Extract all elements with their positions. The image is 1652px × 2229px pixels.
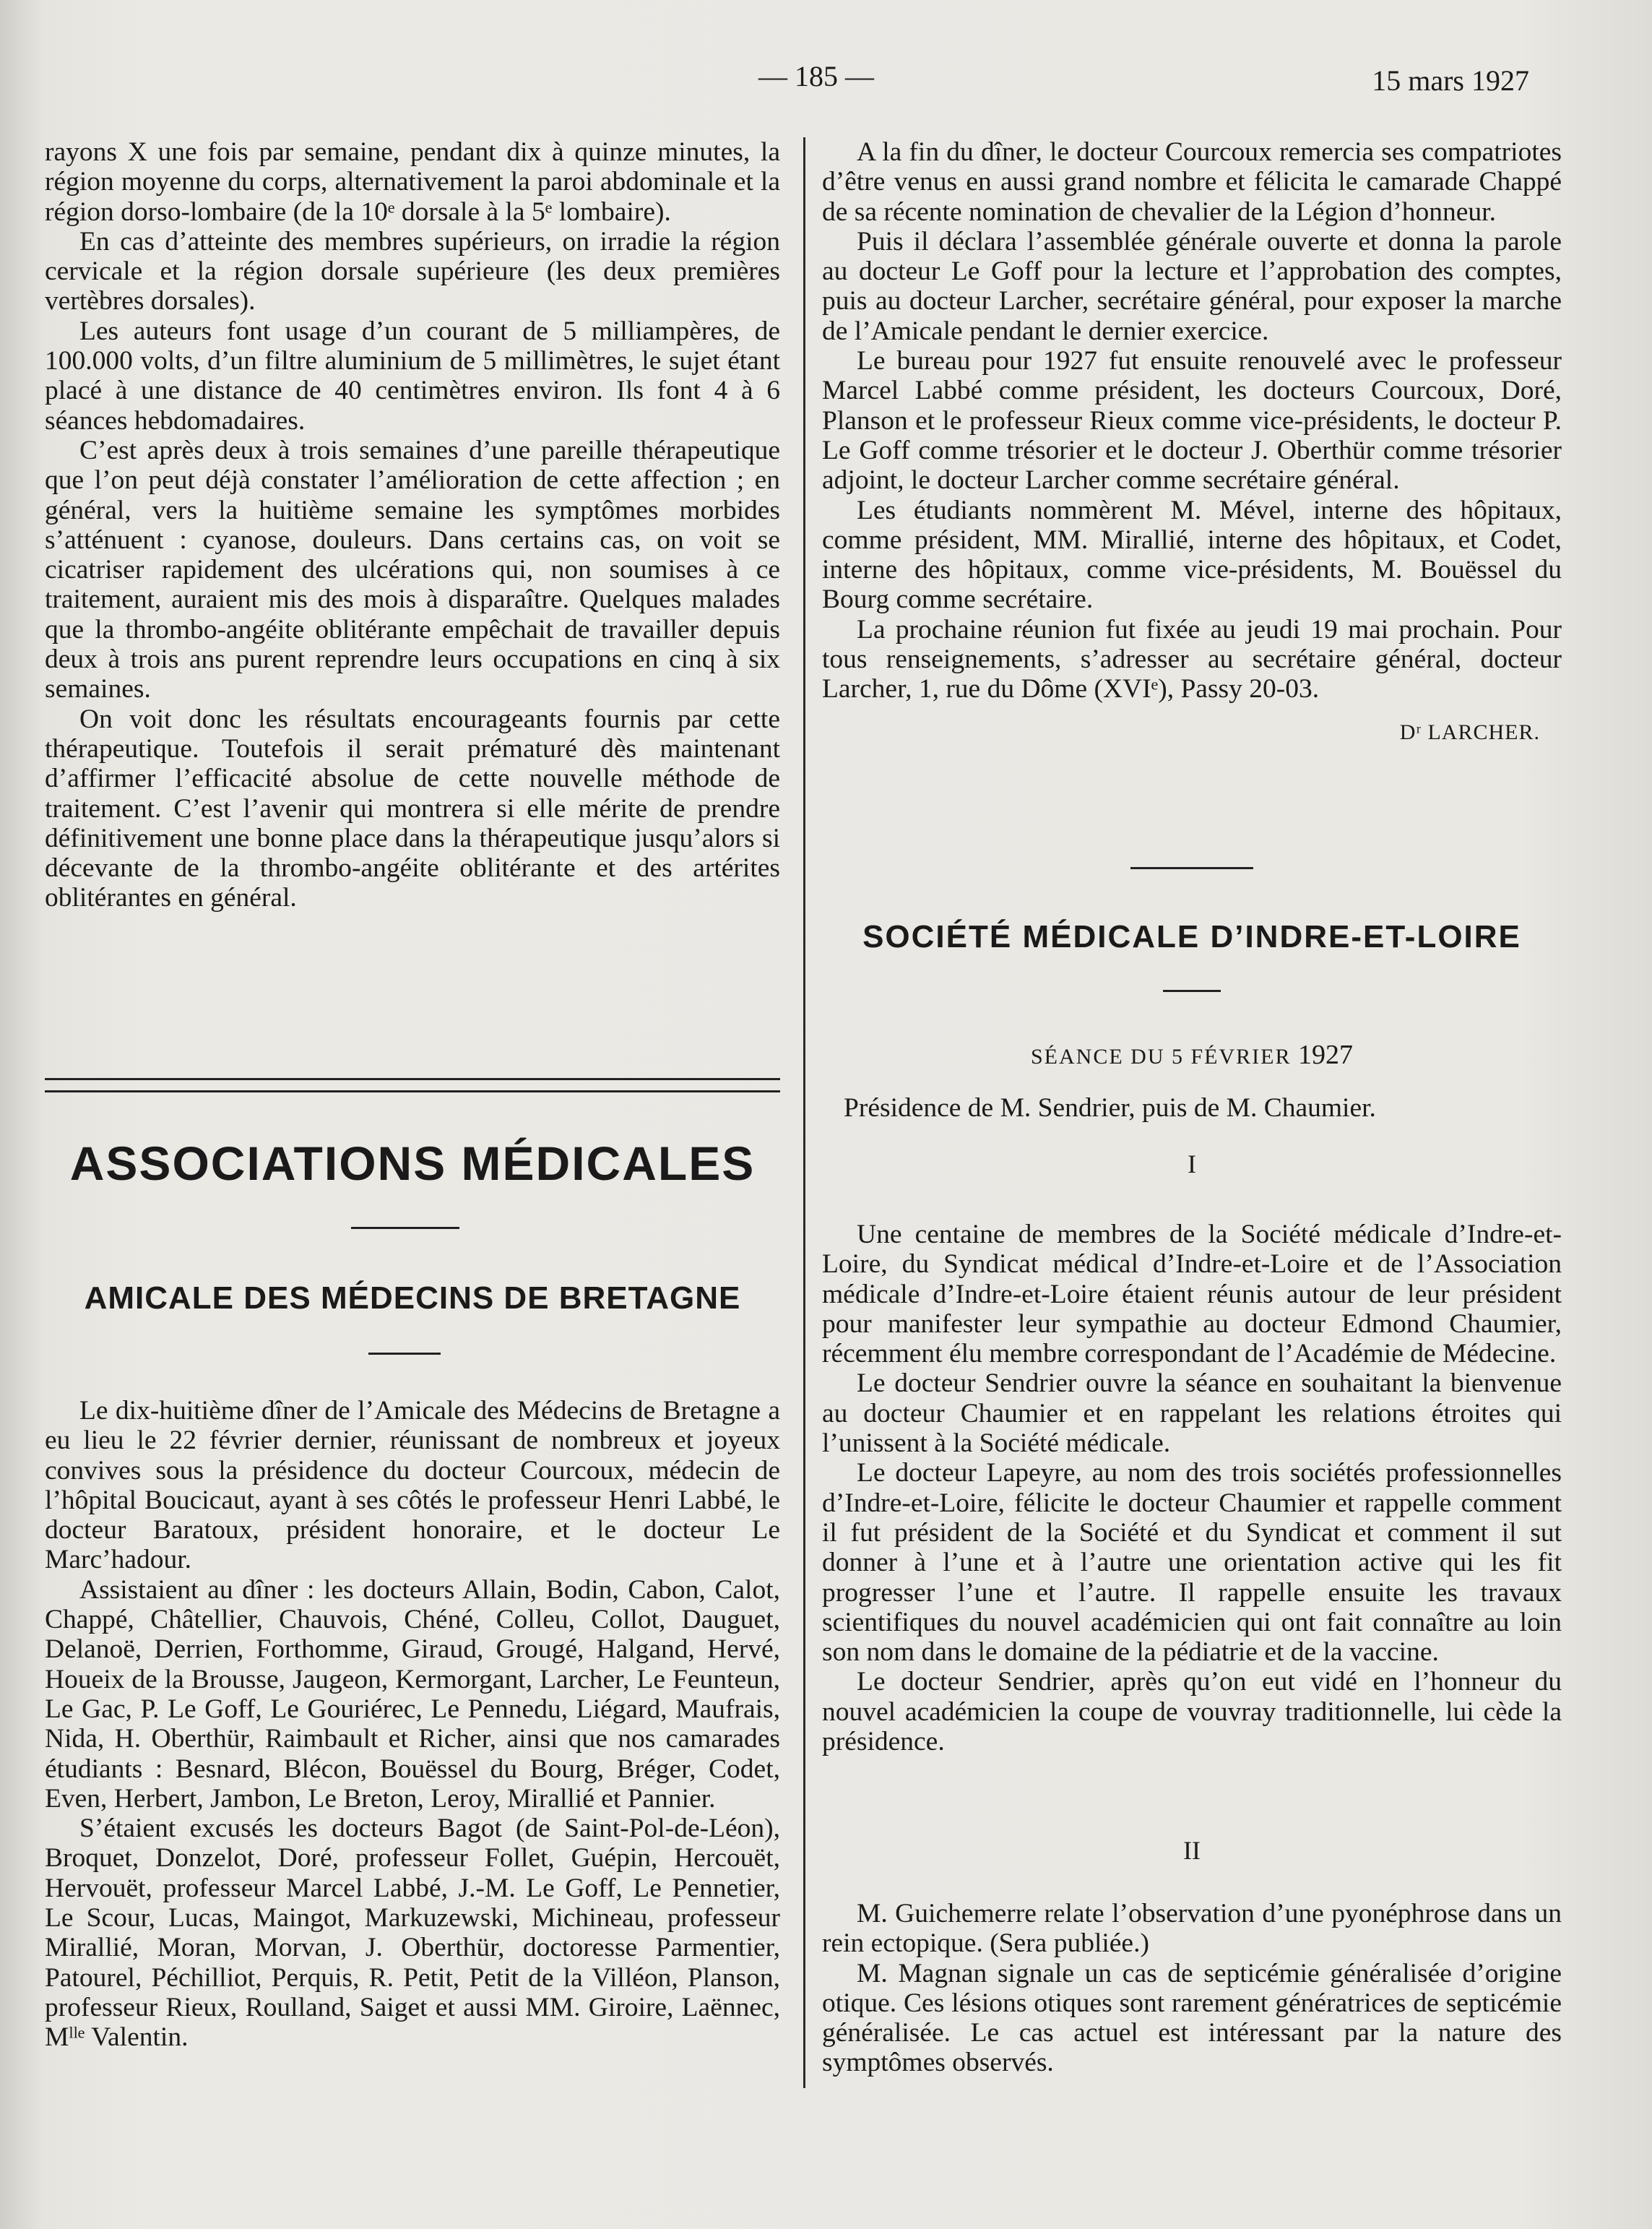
short-rule [1163,990,1221,992]
column-divider [803,137,805,2088]
article-paragraph: On voit donc les résultats encourageants fournis par cette thérapeutique. Toutefois il serait prématuré dès maintenant d’affirmer l’efficacité absolue de cette nouvelle méthode de traitement. C’est l’avenir qui montrera si elle mérite de prendre définitivement une bonne place dans la thérapeutique jusqu’alors si décevante de la thrombo-angéite oblitérante et des artérites oblitérantes en général. [45,704,780,913]
double-rule-divider [45,1078,780,1092]
article-paragraph: La prochaine réunion fut fixée au jeudi 19 mai prochain. Pour tous renseignements, s’adresser au secrétaire général, docteur Larcher, 1, rue du Dôme (XVIᵉ), Passy 20-03. [822,614,1562,704]
short-rule [368,1353,441,1355]
article-paragraph: Le docteur Lapeyre, au nom des trois sociétés professionnelles d’Indre-et-Loire, félicite le docteur Chaumier et rappelle comment il fut président de la Société et du Syndicat et comment il sut donner à l’une et à l’autre une orientation active qui les fit progresser l’une et l’autre. Il rappelle ensuite les travaux scientifiques du nouvel académicien qui ont fait connaître au loin son nom dans le domaine de la pédiatrie et de la vaccine. [822,1458,1562,1668]
page-number: — 185 — [758,60,874,92]
subsection-title-amicale: AMICALE DES MÉDECINS DE BRETAGNE [84,1280,741,1316]
societe-part-1 [822,1220,1562,1756]
article-paragraph: S’étaient excusés les docteurs Bagot (de Saint-Pol-de-Léon), Broquet, Donzelot, Doré, professeur Follet, Guépin, Hercouët, Hervouët, professeur Marcel Labbé, J.-M. Le Goff, Le Pennetier, Le Scour, Lucas, Maingot, Markuzewski, Michineau, professeur Mirallié, Moran, Morvan, J. Oberthür, doctoresse Parmentier, Patourel, Péchilliot, Perquis, R. Petit, Petit de la Villéon, Planson, professeur Rieux, Roulland, Saiget et aussi MM. Giroire, Laënnec, Mˡˡᵉ Valentin. [45,1814,780,2053]
article-paragraph: M. Magnan signale un cas de septicémie généralisée d’origine otique. Ces lésions otiques sont rarement génératrices de septicémie généralisée. Le cas actuel est intéressant par la nature des symptômes observés. [822,1958,1562,2078]
article-paragraph: rayons X une fois par semaine, pendant dix à quinze minutes, la région moyenne du corps, alternativement la paroi abdominale et la région dorso-lombaire (de la 10ᵉ dorsale à la 5ᵉ lombaire). [45,137,780,227]
signature: Dʳ LARCHER. [1399,720,1540,744]
section-title-associations: ASSOCIATIONS MÉDICALES [69,1137,756,1190]
article-paragraph: Puis il déclara l’assemblée générale ouverte et donna la parole au docteur Le Goff pour la lecture et l’approbation des comptes, puis au docteur Larcher, secrétaire général, pour exposer la marche de l’Amicale pendant le dernier exercice. [822,226,1562,346]
part-numeral-1: I [1188,1150,1196,1178]
issue-date: 15 mars 1927 [1372,64,1529,97]
article-paragraph: Assistaient au dîner : les docteurs Allain, Bodin, Cabon, Calot, Chappé, Châtellier, Chauvois, Chéné, Colleu, Collot, Dauguet, Delanoë, Derrien, Forthomme, Giraud, Grougé, Halgand, Hervé, Houeix de la Brousse, Jaugeon, Kermorgant, Larcher, Le Feunteun, Le Gac, P. Le Goff, Le Gouriérec, Le Pennedu, Liégard, Maufrais, Nida, H. Oberthür, Raimbault et Richer, ainsi que nos camarades étudiants : Besnard, Blécon, Bouëssel du Bourg, Bréger, Codet, Even, Herbert, Jambon, Le Breton, Leroy, Mirallié et Pannier. [45,1574,780,1814]
seance-year: 1927 [1298,1040,1353,1070]
amicale-article [45,1396,780,2053]
seance-label: SÉANCE DU 5 FÉVRIER [1030,1045,1292,1069]
article-paragraph: Les étudiants nommèrent M. Mével, interne des hôpitaux, comme président, MM. Mirallié, interne des hôpitaux, et Codet, interne des hôpitaux, comme vice-présidents, M. Bouëssel du Bourg comme secrétaire. [822,495,1562,615]
article-paragraph: Le dix-huitième dîner de l’Amicale des Médecins de Bretagne a eu lieu le 22 février dernier, réunissant de nombreux et joyeux convives sous la présidence du docteur Courcoux, médecin de l’hôpital Boucicaut, ayant à ses côtés le professeur Henri Labbé, le docteur Baratoux, président honoraire, et le docteur Le Marc’hadour. [45,1396,780,1575]
seance-date [822,1039,1562,1071]
page-header [0,59,1652,103]
short-rule [351,1227,459,1229]
presidence-line: Présidence de M. Sendrier, puis de M. Chaumier. [844,1093,1376,1123]
part-numeral-2: II [1183,1836,1201,1865]
article-paragraph: Le docteur Sendrier, après qu’on eut vidé en l’honneur du nouvel académicien la coupe de vouvray traditionnelle, lui cède la présidence. [822,1667,1562,1757]
article-paragraph: Une centaine de membres de la Société médicale d’Indre-et-Loire, du Syndicat médical d’Indre-et-Loire et de l’Association médicale d’Indre-et-Loire étaient réunis autour de leur président pour manifester leur sympathie au docteur Edmond Chaumier, récemment élu membre correspondant de l’Académie de Médecine. [822,1220,1562,1369]
right-column-top [822,137,1562,747]
left-column-top [45,137,780,913]
societe-part-2 [822,1899,1562,2078]
article-paragraph: A la fin du dîner, le docteur Courcoux remercia ses compatriotes d’être venus en aussi grand nombre et félicita le camarade Chappé de sa récente nomination de chevalier de la Légion d’honneur. [822,137,1562,227]
article-paragraph: Le bureau pour 1927 fut ensuite renouvelé avec le professeur Marcel Labbé comme président, les docteurs Courcoux, Doré, Planson et le professeur Rieux comme vice-présidents, le docteur P. Le Goff comme trésorier et le docteur J. Oberthür comme trésorier adjoint, le docteur Larcher comme secrétaire général. [822,346,1562,496]
article-paragraph: Les auteurs font usage d’un courant de 5 milliampères, de 100.000 volts, d’un filtre aluminium de 5 millimètres, le sujet étant placé à une distance de 40 centimètres environ. Ils font 4 à 6 séances hebdomadaires. [45,316,780,436]
article-paragraph: C’est après deux à trois semaines d’une pareille thérapeutique que l’on peut déjà constater l’amélioration de cette affection ; en général, vers la huitième semaine les symptômes morbides s’atténuent : cyanose, douleurs. Dans certains cas, on voit se cicatriser rapidement des ulcérations qui, non soumises à ce traitement, auraient mis des mois à disparaître. Quelques malades que la thrombo-angéite oblitérante empêchait de travailler depuis deux à trois ans purent reprendre leurs occupations en cinq à six semaines. [45,435,780,704]
article-paragraph: En cas d’atteinte des membres supérieurs, on irradie la région cervicale et la région dorsale supérieure (les deux premières vertèbres dorsales). [45,226,780,316]
short-rule [1130,867,1253,869]
article-paragraph: Le docteur Sendrier ouvre la séance en souhaitant la bienvenue au docteur Chaumier et en rappelant les relations étroites qui l’unissent à la Société médicale. [822,1368,1562,1459]
section-title-societe: SOCIÉTÉ MÉDICALE D’INDRE-ET-LOIRE [862,919,1521,954]
article-paragraph: M. Guichemerre relate l’observation d’une pyonéphrose dans un rein ectopique. (Sera publiée.) [822,1899,1562,1959]
